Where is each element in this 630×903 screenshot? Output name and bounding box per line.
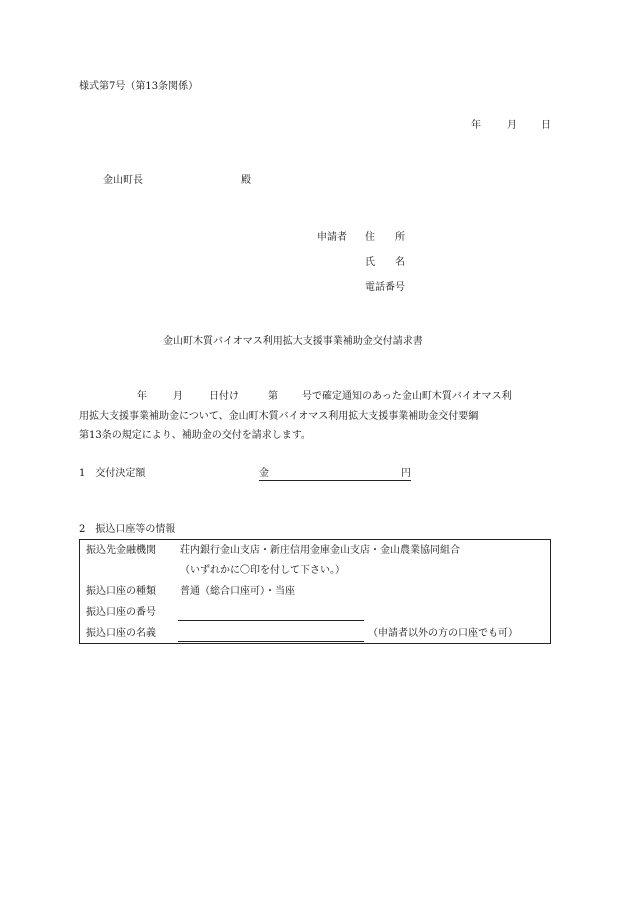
date-day: 日 <box>541 120 551 131</box>
account-holder-note: （申請者以外の方の口座でも可） <box>368 628 518 639</box>
bank-row-label: 振込口座の番号 <box>86 607 156 618</box>
amount-underline <box>259 480 411 481</box>
form-number: 様式第7号（第13条関係） <box>79 81 199 92</box>
document-title: 金山町木質バイオマス利用拡大支援事業補助金交付請求書 <box>163 336 423 347</box>
account-holder-line <box>178 641 364 642</box>
bank-info-table <box>79 539 551 644</box>
section2-heading: 2 振込口座等の情報 <box>79 524 176 535</box>
body-day: 日付け <box>209 391 239 402</box>
applicant-address-label: 住 所 <box>365 232 405 243</box>
bank-row-value: （いずれかに〇印を付して下さい。） <box>180 565 345 576</box>
body-line3: 第13条の規定により、補助金の交付を請求します。 <box>79 430 311 441</box>
section1-heading: 1 交付決定額 <box>79 468 146 479</box>
applicant-label: 申請者 <box>317 232 347 243</box>
bank-row-label: 振込口座の名義 <box>86 628 156 639</box>
body-month: 月 <box>173 391 183 402</box>
amount-prefix: 金 <box>259 468 269 479</box>
bank-row-label: 振込先金融機関 <box>86 545 156 556</box>
date-month: 月 <box>507 120 517 131</box>
body-line2: 用拡大支援事業補助金について、金山町木質バイオマス利用拡大支援事業補助金交付要綱 <box>79 411 479 422</box>
applicant-phone-label: 電話番号 <box>365 282 405 293</box>
bank-row-label: 振込口座の種類 <box>86 586 156 597</box>
date-year: 年 <box>471 120 481 131</box>
bank-row-value: 荘内銀行金山支店・新庄信用金庫金山支店・金山農業協同組合 <box>180 545 460 556</box>
bank-row-value: 普通（総合口座可）・当座 <box>180 586 295 597</box>
body-year: 年 <box>137 391 147 402</box>
addressee-name: 金山町長 <box>103 175 143 186</box>
amount-suffix: 円 <box>401 468 411 479</box>
applicant-name-label: 氏 名 <box>365 257 405 268</box>
body-line1-rest: 号で確定通知のあった金山町木質バイオマス利 <box>302 391 512 402</box>
body-number-prefix: 第 <box>268 391 278 402</box>
addressee-honorific: 殿 <box>241 175 251 186</box>
account-number-line <box>178 620 364 621</box>
